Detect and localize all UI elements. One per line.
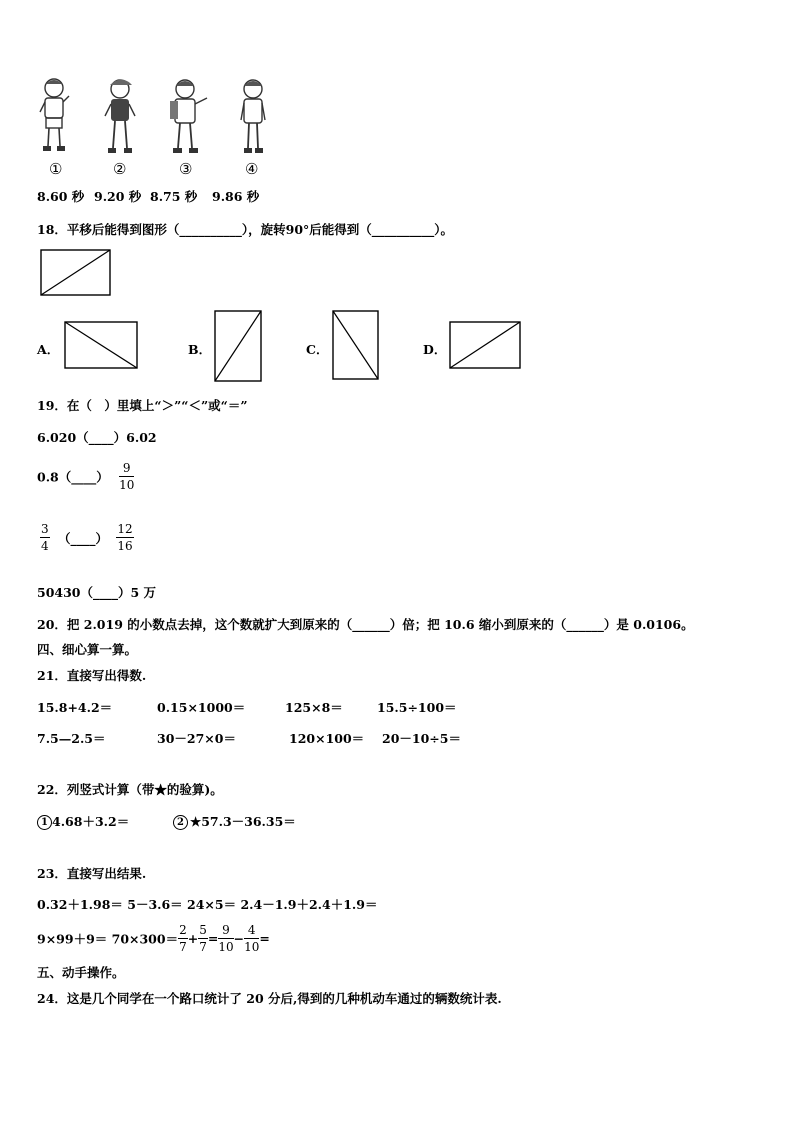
q23-line2-text: 9×99＋9＝ 70×300＝ <box>37 931 179 947</box>
q22-title: 22．列竖式计算（带★的验算)。 <box>37 782 223 797</box>
fraction-numerator: 12 <box>117 522 133 536</box>
minus-sign: − <box>233 931 245 946</box>
child-figure-4-icon <box>237 76 269 156</box>
q19-line1: 6.020（____）6.02 <box>37 430 157 445</box>
q21-r2c1: 7.5—2.5＝ <box>37 731 106 746</box>
plus-sign: + <box>187 931 199 946</box>
q22-item-1-text: 4.68＋3.2＝ <box>52 814 130 829</box>
time-4: 9.86 秒 <box>212 189 260 204</box>
q22-item-1 <box>37 812 129 830</box>
q19-line3-right-fraction <box>116 523 133 552</box>
time-2: 9.20 秒 <box>94 189 142 204</box>
fraction-denominator: 10 <box>218 940 234 954</box>
fraction-denominator: 7 <box>179 940 187 954</box>
q21-r2c4: 20－10÷5＝ <box>382 731 461 746</box>
q23-line2 <box>37 924 270 953</box>
equals-sign-1: = <box>207 931 219 946</box>
time-3: 8.75 秒 <box>150 189 198 204</box>
figure-label-2: ② <box>113 160 127 178</box>
child-figure-1-icon <box>36 76 72 156</box>
q18-option-b-label[interactable]: B． <box>188 342 212 357</box>
q23-fraction-1 <box>178 924 188 953</box>
q21-title: 21．直接写出得数. <box>37 668 147 683</box>
fraction-numerator: 2 <box>179 923 187 937</box>
q18-option-c-shape[interactable] <box>332 310 380 381</box>
child-figure-3-icon <box>165 76 213 156</box>
q19-line3 <box>40 523 134 552</box>
circled-number-2: 2 <box>173 815 188 830</box>
q21-r1c2: 0.15×1000＝ <box>157 700 246 715</box>
q20-text: 20．把 2.019 的小数点去掉，这个数就扩大到原来的（______）倍；把 10.6 缩小到原来的（______）是 0.0106。 <box>37 617 694 632</box>
q18-option-a-shape[interactable] <box>64 321 139 370</box>
figure-label-3: ③ <box>179 160 193 178</box>
child-figure-3 <box>165 76 213 159</box>
fraction-numerator: 9 <box>119 462 134 477</box>
q18-option-d-label[interactable]: D． <box>423 342 447 357</box>
q19-line3-blank: （____） <box>58 530 109 546</box>
child-figure-1 <box>36 76 72 159</box>
child-figure-2 <box>102 76 138 159</box>
q18-original-shape <box>40 249 112 297</box>
q23-title: 23．直接写出结果. <box>37 866 147 881</box>
fraction-numerator: 5 <box>199 923 207 937</box>
q18-option-d-shape[interactable] <box>449 321 522 370</box>
q23-fraction-2 <box>198 924 208 953</box>
q21-r2c2: 30－27×0＝ <box>157 731 236 746</box>
q21-r1c4: 15.5÷100＝ <box>377 700 457 715</box>
q18-option-c-label[interactable]: C． <box>306 342 329 357</box>
fraction-denominator: 16 <box>117 539 133 553</box>
time-1: 8.60 秒 <box>37 189 85 204</box>
section5-title: 五、动手操作。 <box>37 965 125 980</box>
q18-text: 18．平移后能得到图形（__________），旋转90°后能得到（__________）。 <box>37 222 454 237</box>
section4-title: 四、细心算一算。 <box>37 642 138 657</box>
q19-line4: 50430（____）5 万 <box>37 585 157 600</box>
fraction-denominator: 10 <box>244 940 260 954</box>
q23-fraction-3 <box>218 924 233 953</box>
figure-label-1: ① <box>49 160 63 178</box>
fraction-denominator: 4 <box>41 539 49 553</box>
fraction-denominator: 10 <box>119 478 135 492</box>
equals-sign-2: = <box>259 931 270 946</box>
fraction-numerator: 3 <box>41 522 49 536</box>
q23-line1: 0.32＋1.98＝ 5－3.6＝ 24×5＝ 2.4－1.9＋2.4＋1.9＝ <box>37 897 378 912</box>
circled-number-1: 1 <box>37 815 52 830</box>
q19-title: 19．在（ ）里填上“＞”“＜”或“＝” <box>37 398 248 413</box>
q23-fraction-4 <box>244 924 259 953</box>
q21-r1c3: 125×8＝ <box>285 700 343 715</box>
q19-line2 <box>37 462 134 491</box>
q21-r2c3: 120×100＝ <box>289 731 365 746</box>
q21-r1c1: 15.8+4.2＝ <box>37 700 113 715</box>
fraction-numerator: 4 <box>244 924 259 939</box>
q24-text: 24．这是几个同学在一个路口统计了 20 分后,得到的几种机动车通过的辆数统计表. <box>37 991 502 1006</box>
fraction-denominator: 7 <box>199 940 207 954</box>
figure-label-4: ④ <box>245 160 259 178</box>
q19-line2-left: 0.8（____） <box>37 469 109 485</box>
child-figure-2-icon <box>102 76 138 156</box>
q19-line3-left-fraction <box>40 523 50 552</box>
q22-item-2 <box>173 812 296 830</box>
fraction-numerator: 9 <box>218 924 233 939</box>
q22-item-2-text: ★57.3－36.35＝ <box>190 814 296 829</box>
q19-line2-fraction <box>119 462 134 491</box>
q18-option-b-shape[interactable] <box>214 310 263 383</box>
q18-option-a-label[interactable]: A． <box>37 342 60 357</box>
child-figure-4 <box>237 76 269 159</box>
